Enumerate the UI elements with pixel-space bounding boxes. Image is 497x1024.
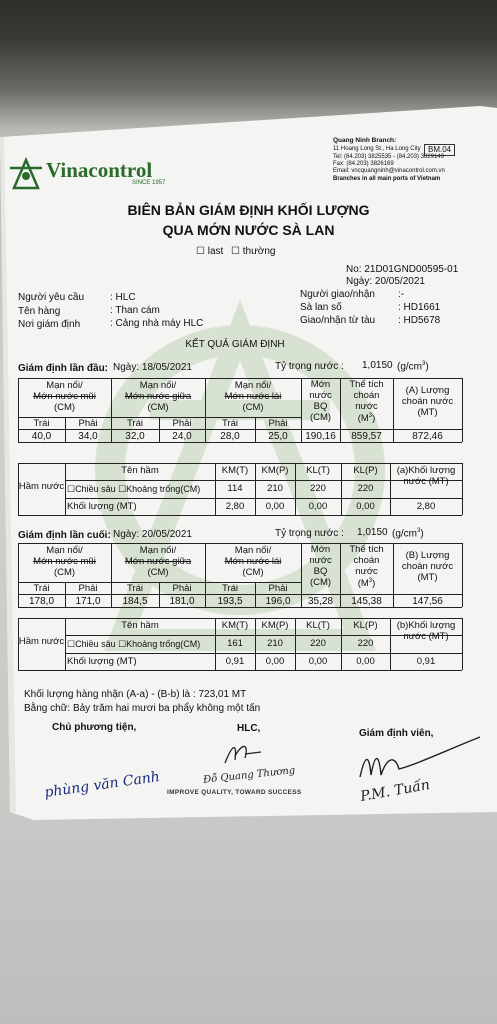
table-rule bbox=[18, 618, 462, 619]
column-header-line: (a)Khối lượng bbox=[396, 465, 456, 476]
received-quantity: Khối lượng hàng nhận (A-a) - (B-b) là : 723,01 MT bbox=[24, 689, 247, 700]
column-header bbox=[18, 381, 111, 414]
table-rule bbox=[462, 463, 463, 515]
draft-value: 24,0 bbox=[172, 431, 192, 442]
column-header bbox=[18, 546, 111, 579]
column-header-line: Mớn nước mũi bbox=[33, 390, 96, 402]
first-density-value: 1,0150 bbox=[362, 360, 393, 371]
hlc-signature: Đỗ Quang Thương bbox=[202, 765, 296, 786]
doc-title-line2: QUA MỚN NƯỚC SÀ LAN bbox=[162, 222, 335, 238]
column-header-line: choán bbox=[353, 554, 380, 566]
side-label-right: Phải bbox=[78, 583, 98, 594]
draft-value: 147,56 bbox=[412, 596, 443, 607]
draft-value: 171,0 bbox=[75, 596, 101, 607]
draft-value: 40,0 bbox=[31, 431, 52, 442]
info-label: Giao/nhận từ tàu bbox=[300, 315, 376, 326]
column-header-line: Thể tích bbox=[349, 544, 384, 555]
tank-column-header: KL(P) bbox=[353, 620, 378, 631]
column-header-line: Mạn nổi/ bbox=[234, 380, 272, 391]
side-label-left: Trái bbox=[126, 418, 143, 429]
tank-weight-label: Khối lượng (MT) bbox=[67, 501, 137, 512]
tank-column-header: KL(T) bbox=[306, 465, 330, 476]
tank-weight-value: 0,00 bbox=[308, 501, 328, 512]
side-label-left: Trái bbox=[126, 583, 143, 594]
table-rule bbox=[65, 498, 462, 499]
first-survey-date: Ngày: 18/05/2021 bbox=[113, 362, 192, 373]
draft-value: 32,0 bbox=[125, 431, 145, 442]
first-survey-label: Giám định lần đầu: bbox=[18, 363, 109, 374]
column-header-line: (CM) bbox=[309, 411, 332, 423]
hlc-signature-label: HLC, bbox=[237, 723, 261, 734]
column-header-line: Mớn nước giữa bbox=[124, 555, 192, 567]
tank-weight-value: 0,00 bbox=[356, 656, 375, 667]
column-header-line: Mớn nước lái bbox=[224, 390, 282, 402]
column-header bbox=[393, 386, 462, 419]
column-header-line: nước (MT) bbox=[403, 475, 449, 487]
draft-value: 34,0 bbox=[78, 431, 98, 442]
side-label-right: Phải bbox=[268, 583, 288, 594]
option-thuong: ☐ thường bbox=[231, 246, 276, 257]
owner-signature: phùng văn Canh bbox=[43, 768, 161, 802]
doc-date: Ngày: 20/05/2021 bbox=[346, 276, 425, 287]
info-label: Nơi giám định bbox=[18, 319, 81, 330]
side-label-left: Trái bbox=[33, 583, 50, 594]
tank-value: 210 bbox=[267, 638, 283, 649]
column-header bbox=[301, 380, 340, 424]
tank-weight-value: 0,00 bbox=[308, 656, 328, 667]
column-header bbox=[340, 380, 393, 425]
tank-weight-value: 0,91 bbox=[225, 656, 245, 667]
draft-value: 190,16 bbox=[305, 431, 336, 442]
column-header-line: $(M^3)$ bbox=[357, 412, 376, 424]
tank-value: 161 bbox=[227, 638, 243, 649]
branch-line: Branches in all main ports of Vietnam bbox=[333, 176, 441, 182]
tank-value: 220 bbox=[357, 483, 374, 494]
tank-column-header: KM(P) bbox=[261, 465, 289, 476]
column-header bbox=[340, 545, 393, 590]
tank-weight-value: 2,80 bbox=[225, 501, 245, 512]
last-density-unit: $(g/cm^3)$ bbox=[392, 528, 424, 540]
checkbox-icon: ☐ bbox=[196, 246, 205, 257]
column-header-line: (CM) bbox=[53, 566, 76, 578]
option-last: ☐ last bbox=[196, 246, 224, 257]
logo-text: Vinacontrol bbox=[46, 158, 153, 182]
side-label-right: Phải bbox=[172, 583, 192, 594]
draft-value: 184,5 bbox=[122, 596, 148, 607]
column-header bbox=[393, 551, 462, 584]
info-value: : HD1661 bbox=[398, 302, 441, 313]
column-header-line: (CM) bbox=[147, 566, 169, 578]
column-header bbox=[205, 381, 301, 414]
tank-weight-header bbox=[390, 621, 462, 643]
column-header bbox=[205, 546, 301, 579]
column-header bbox=[111, 546, 205, 579]
inspector-signature: P.M. Tuấn bbox=[359, 777, 432, 805]
column-header-line: nước bbox=[355, 400, 378, 412]
column-header-line: Mớn nước lái bbox=[224, 555, 282, 567]
column-header-line: choán nước bbox=[401, 560, 454, 572]
column-header-line: (B) Lượng bbox=[405, 550, 450, 561]
column-header-line: (MT) bbox=[417, 406, 438, 418]
tank-label: Hầm nước bbox=[18, 636, 65, 647]
column-header-line: Mạn nổi/ bbox=[234, 545, 272, 556]
logo-since: SINCE 1957 bbox=[132, 180, 166, 186]
column-header-line: Mớn nước mũi bbox=[33, 555, 96, 567]
checkbox-icon: ☐ bbox=[231, 246, 240, 257]
info-label: Người giao/nhận bbox=[300, 289, 375, 300]
column-header-line: BQ bbox=[313, 400, 328, 412]
table-rule bbox=[18, 378, 462, 379]
column-header-line: (CM) bbox=[309, 576, 332, 588]
tank-weight-total: 0,91 bbox=[416, 656, 436, 667]
column-header-line: (CM) bbox=[53, 401, 76, 413]
doc-title-line1: BIÊN BẢN GIÁM ĐỊNH KHỐI LƯỢNG bbox=[127, 202, 370, 218]
column-header-line: nước (MT) bbox=[403, 630, 449, 642]
column-header-line: Mớn nước giữa bbox=[124, 390, 192, 402]
column-header-line: (A) Lượng bbox=[405, 385, 450, 396]
tank-weight-value: 0,00 bbox=[265, 656, 285, 667]
tank-value: 220 bbox=[357, 638, 374, 649]
draft-value: 28,0 bbox=[220, 431, 240, 442]
column-header-line: (b)Khối lượng bbox=[396, 620, 456, 631]
tank-value: 210 bbox=[267, 483, 283, 494]
tank-column-header: KM(T) bbox=[221, 620, 249, 631]
side-label-right: Phải bbox=[268, 418, 288, 429]
info-value: : HLC bbox=[110, 292, 136, 303]
draft-value: 196,0 bbox=[265, 596, 291, 607]
column-header-line: choán nước bbox=[401, 395, 454, 407]
table-rule bbox=[18, 463, 462, 464]
last-survey-date: Ngày: 20/05/2021 bbox=[113, 529, 192, 540]
hlc-signature-mark bbox=[215, 738, 265, 768]
column-header-line: (CM) bbox=[242, 566, 264, 578]
tank-name-header: Tên hầm bbox=[121, 620, 159, 631]
doc-number: No: 21D01GND00595-01 bbox=[346, 264, 459, 275]
draft-value: 872,46 bbox=[412, 431, 443, 442]
column-header bbox=[111, 381, 205, 414]
table-rule bbox=[462, 378, 463, 442]
info-value: :- bbox=[398, 289, 405, 300]
tank-weight-total: 2,80 bbox=[416, 501, 436, 512]
info-value: : Cảng nhà máy HLC bbox=[110, 318, 204, 329]
column-header-line: Mạn nổi/ bbox=[139, 380, 177, 391]
side-label-left: Trái bbox=[221, 583, 238, 594]
column-header-line: (CM) bbox=[242, 401, 264, 413]
tank-name-header: Tên hầm bbox=[121, 465, 159, 476]
column-header-line: (CM) bbox=[147, 401, 169, 413]
info-value: : HD5678 bbox=[398, 315, 441, 326]
tank-value: 114 bbox=[227, 483, 243, 494]
branch-line: 11 Hoang Long St., Ha Long City bbox=[333, 146, 421, 152]
column-header-line: nước bbox=[355, 565, 378, 577]
tank-value: 220 bbox=[310, 483, 326, 494]
side-label-left: Trái bbox=[221, 418, 238, 429]
tank-value: 220 bbox=[310, 638, 326, 649]
column-header-line: $(M^3)$ bbox=[357, 577, 376, 589]
info-label: Người yêu cầu bbox=[18, 292, 85, 303]
column-header-line: Mớn bbox=[310, 379, 331, 390]
column-header-line: Mạn nổi/ bbox=[46, 545, 83, 556]
column-header-line: (MT) bbox=[417, 571, 438, 583]
column-header-line: Mạn nổi/ bbox=[46, 380, 83, 391]
table-rule bbox=[462, 618, 463, 670]
table-rule bbox=[18, 543, 462, 544]
side-label-right: Phải bbox=[172, 418, 192, 429]
last-density-label: Tỷ trọng nước : bbox=[275, 528, 344, 539]
tank-column-header: KM(P) bbox=[261, 620, 289, 631]
table-rule bbox=[18, 515, 462, 516]
tank-weight-label: Khối lượng (MT) bbox=[67, 656, 137, 667]
tank-label: Hầm nước bbox=[18, 481, 65, 492]
tank-weight-value: 0,00 bbox=[265, 501, 285, 512]
last-survey-label: Giám định lần cuối: bbox=[18, 530, 111, 541]
column-header-line: choán bbox=[353, 389, 380, 401]
tank-weight-header bbox=[390, 466, 462, 488]
column-header-line: Thể tích bbox=[349, 379, 384, 390]
inspector-signature-label: Giám định viên, bbox=[359, 728, 434, 739]
owner-signature-label: Chủ phương tiện, bbox=[52, 722, 137, 733]
draft-value: 193,5 bbox=[217, 596, 243, 607]
column-header-line: nước bbox=[309, 389, 332, 401]
draft-value: 25,0 bbox=[268, 431, 288, 442]
tank-column-header: KL(T) bbox=[306, 620, 330, 631]
tank-column-header: KM(T) bbox=[221, 465, 249, 476]
branch-line: Tel: (84.203) 3825535 - (84.203) 3829149 bbox=[333, 154, 445, 160]
table-rule bbox=[462, 543, 463, 607]
column-header bbox=[301, 545, 340, 589]
tank-column-header: KL(P) bbox=[353, 465, 378, 476]
draft-value: 181,0 bbox=[169, 596, 195, 607]
column-header-line: BQ bbox=[313, 565, 328, 577]
side-label-left: Trái bbox=[33, 418, 50, 429]
tank-option-label: ☐Chiều sâu ☐Khoảng trống(CM) bbox=[67, 484, 201, 494]
draft-value: 35,28 bbox=[307, 596, 334, 607]
first-density-label: Tỷ trọng nước : bbox=[275, 361, 344, 372]
table-rule bbox=[65, 653, 462, 654]
column-header-line: Mạn nổi/ bbox=[139, 545, 177, 556]
form-code: BM.04 bbox=[424, 144, 455, 156]
info-label: Tên hàng bbox=[18, 306, 61, 317]
branch-title: Quang Ninh Branch: bbox=[333, 137, 397, 144]
tank-weight-value: 0,00 bbox=[356, 501, 375, 512]
draft-value: 145,38 bbox=[351, 596, 382, 607]
branch-line: Email: vncquangninh@vinacontrol.com.vn bbox=[333, 168, 445, 174]
tank-option-label: ☐Chiều sâu ☐Khoảng trống(CM) bbox=[67, 639, 201, 649]
column-header-line: nước bbox=[309, 554, 332, 566]
info-value: : Than cám bbox=[110, 305, 160, 316]
branch-line: Fax: (84.203) 3826169 bbox=[333, 161, 394, 167]
last-density-value: 1,0150 bbox=[357, 527, 388, 538]
draft-value: 178,0 bbox=[28, 596, 55, 607]
info-label: Sà lan số bbox=[300, 302, 342, 313]
quantity-in-words: Bằng chữ: Bảy trăm hai mươi ba phẩy không một tấn bbox=[24, 703, 261, 714]
company-motto: IMPROVE QUALITY, TOWARD SUCCESS bbox=[167, 789, 302, 796]
draft-value: 859,57 bbox=[351, 431, 382, 442]
table-rule bbox=[18, 670, 462, 671]
result-title: KẾT QUẢ GIÁM ĐỊNH bbox=[185, 339, 285, 350]
side-label-right: Phải bbox=[78, 418, 98, 429]
first-density-unit: $(g/cm^3)$ bbox=[397, 361, 429, 373]
column-header-line: Mớn bbox=[310, 544, 331, 555]
